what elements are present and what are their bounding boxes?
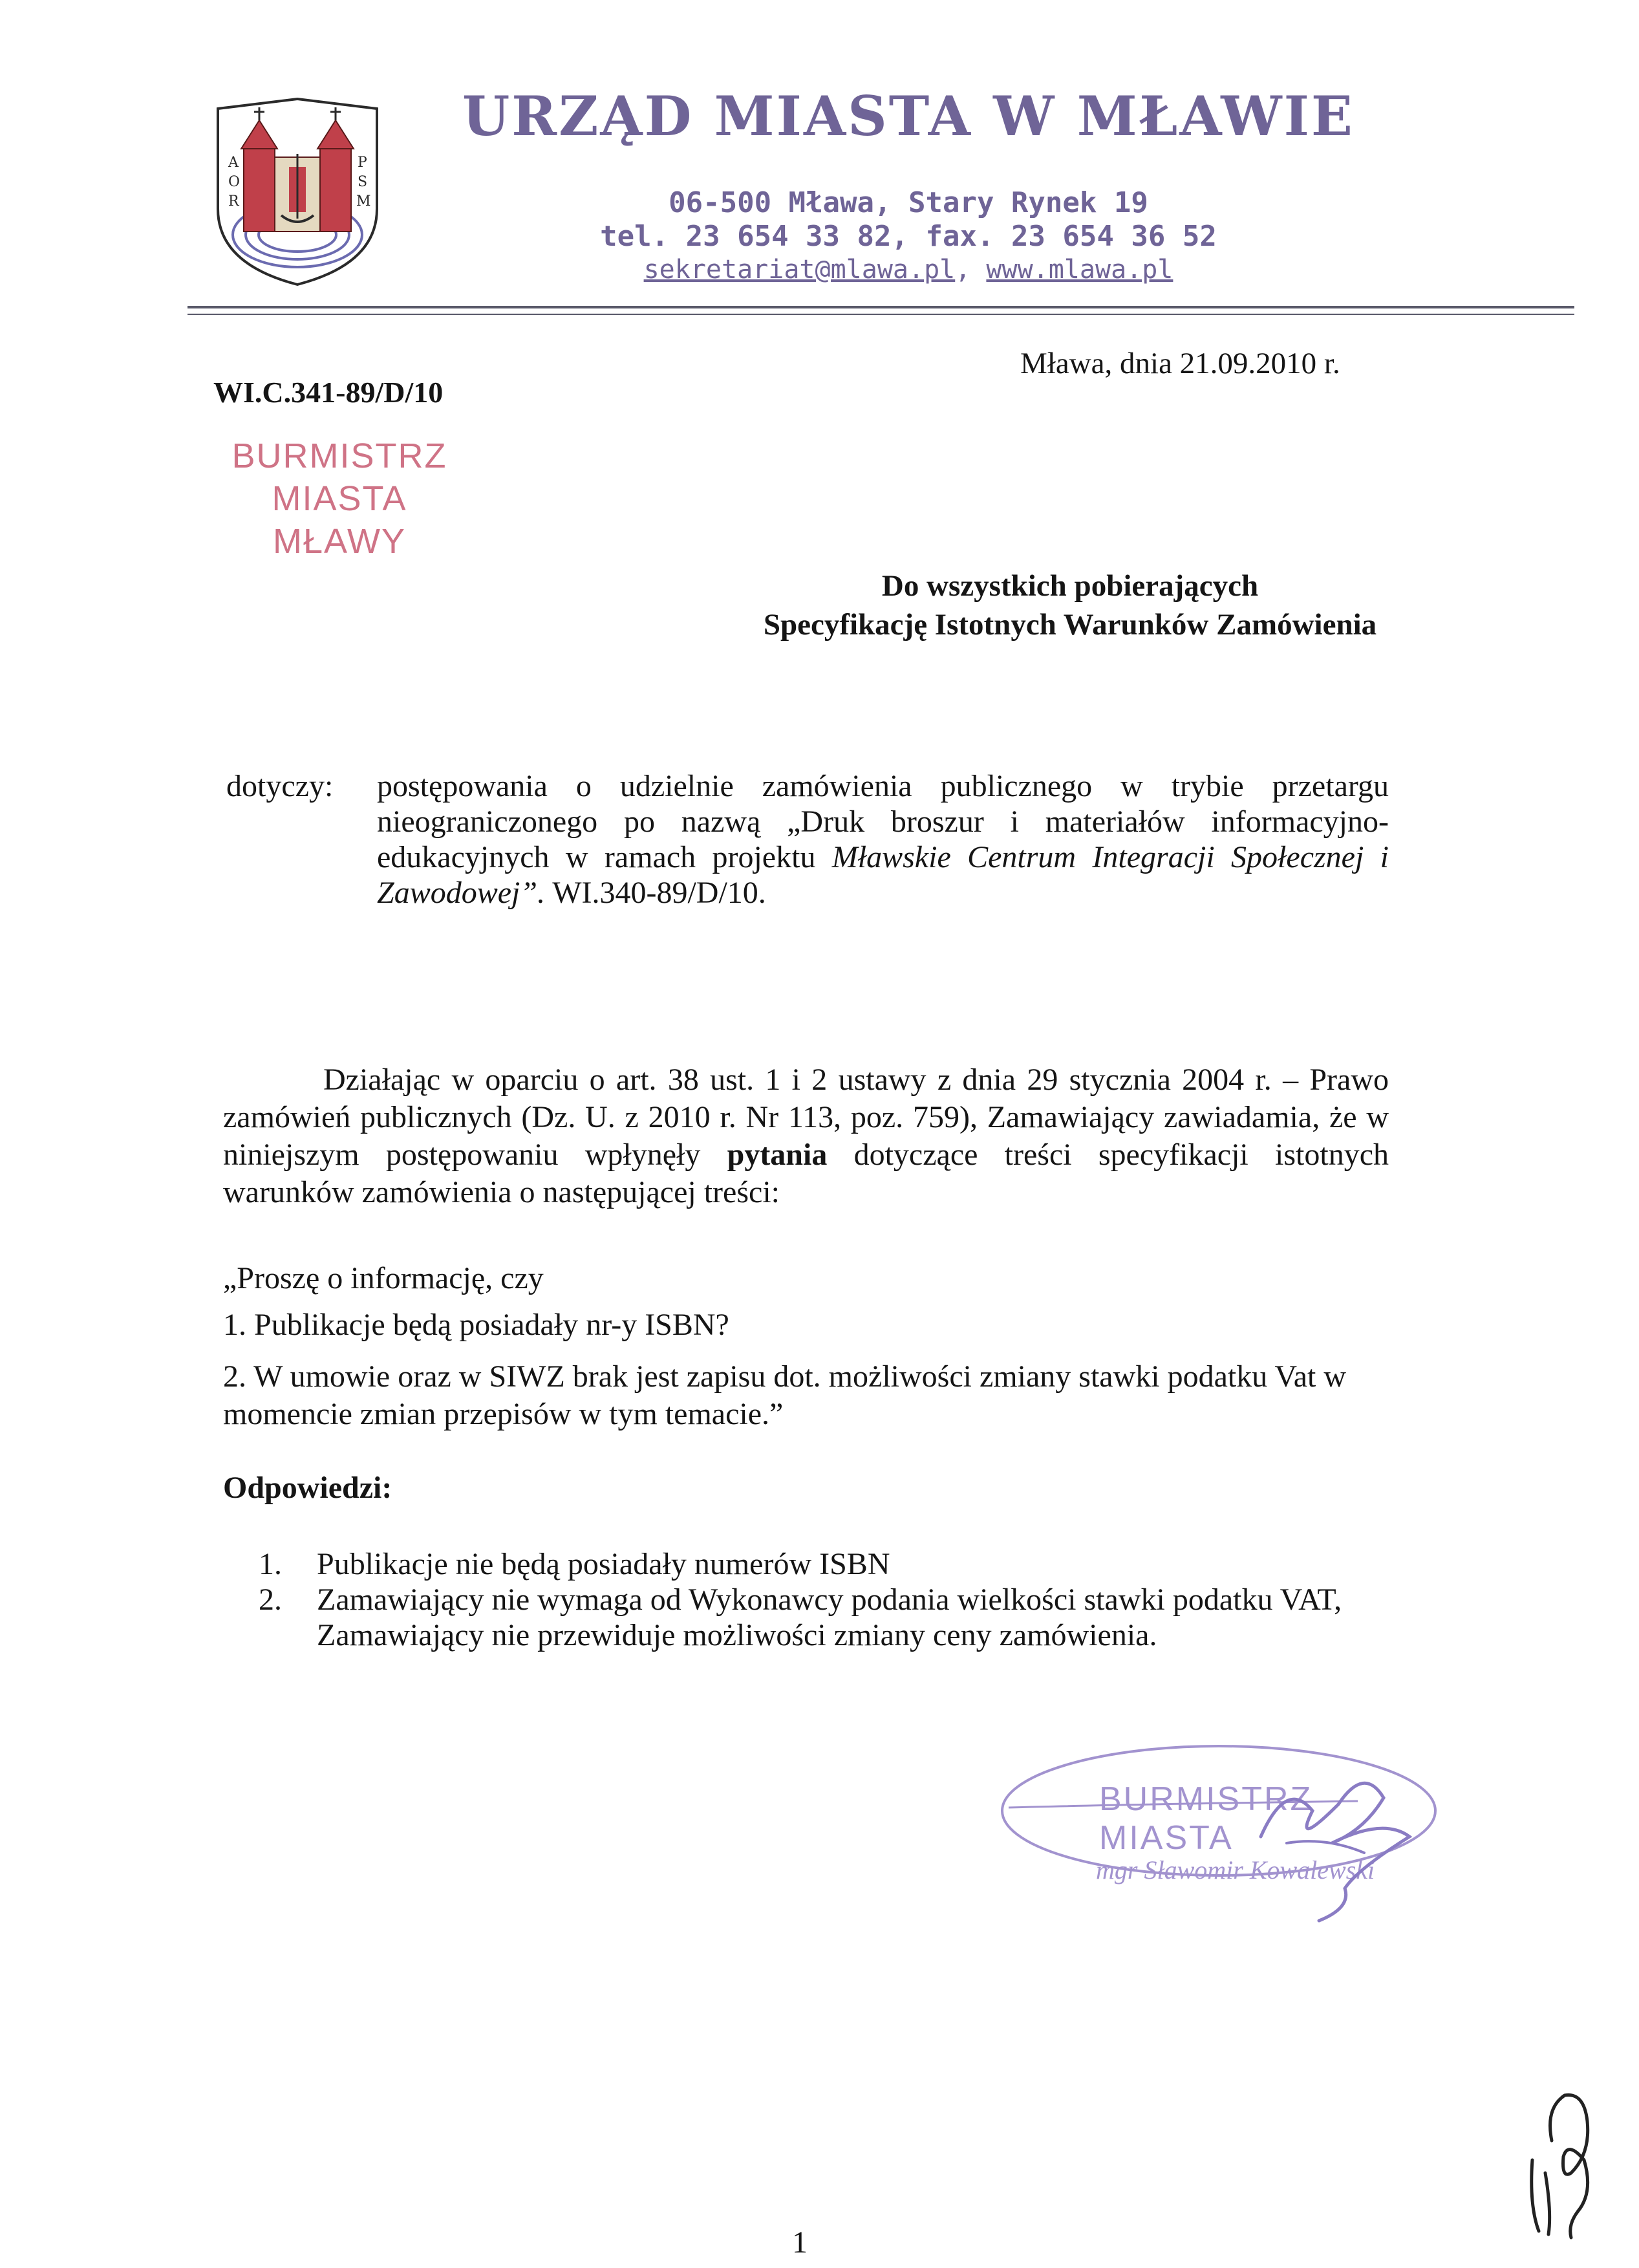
answer-item [259, 1617, 1422, 1654]
question-intro: „Proszę o informację, czy [223, 1261, 544, 1295]
letter-date: Mława, dnia 21.09.2010 r. [1020, 347, 1340, 380]
reference-number: WI.C.341-89/D/10 [213, 376, 444, 409]
website-link[interactable]: www.mlawa.pl [986, 255, 1173, 285]
body-paragraph-part1: Działając w oparciu o art. 38 ust. 1 i 2 ustawy z dnia 29 stycznia 2004 r. – Prawo zamówień publicznych (Dz. U. z 2010 r. Nr 113, poz. 759), Zamawiający zawiadamia, że w niniejszym postępowaniu wpłynęły [223, 1063, 1389, 1172]
subject-text-part2: WI.340-89/D/10. [545, 876, 766, 910]
handwritten-signature [1216, 1740, 1448, 1927]
body-paragraph-part2: dotyczące treści specyfikacji istotnych warunków zamówienia o następującej treści: [223, 1138, 1389, 1209]
mayor-stamp-line2: MIASTA MŁAWY [272, 479, 407, 561]
body-paragraph-bold: pytania [727, 1138, 828, 1172]
addressee-line2: Specyfikację Istotnych Warunków Zamówienia [763, 608, 1377, 642]
letterhead-phone: tel. 23 654 33 82, fax. 23 654 36 52 [600, 220, 1217, 253]
city-coat-of-arms-logo [210, 96, 385, 290]
addressee-line1: Do wszystkich pobierających [881, 569, 1259, 603]
answer-text: Zamawiający nie przewiduje możliwości zmiany ceny zamówienia. [317, 1618, 1157, 1652]
crest-letter-m: M [356, 193, 371, 210]
mayor-stamp-line1: BURMISTRZ [231, 437, 447, 475]
email-link[interactable]: sekretariat@mlawa.pl [643, 255, 956, 285]
addressee [582, 567, 1558, 644]
contact-separator: , [955, 255, 987, 285]
letterhead-address: 06-500 Mława, Stary Rynek 19 [669, 186, 1148, 219]
crest-letter-a: A [228, 155, 239, 171]
letterhead-contact [414, 255, 1403, 285]
question-1: 1. Publikacje będą posiadały nr-y ISBN? [223, 1308, 729, 1342]
signature-stamp-title: BURMISTRZ MIASTA [1099, 1780, 1313, 1857]
crest-letter-s: S [358, 174, 368, 190]
answer-text: Publikacje nie będą posiadały numerów ISBN [317, 1547, 890, 1581]
crest-letter-p: P [358, 155, 367, 171]
question-2: 2. W umowie oraz w SIWZ brak jest zapisu dot. możliwości zmiany stawki podatku Vat w momencie zmian przepisów w tym temacie.” [223, 1359, 1346, 1431]
page-number: 1 [792, 2225, 808, 2260]
mayor-stamp [210, 435, 469, 563]
answer-text: Zamawiający nie wymaga od Wykonawcy podania wielkości stawki podatku VAT, [317, 1582, 1342, 1617]
answer-number: 1. [259, 1547, 282, 1581]
subject-label: dotyczy: [226, 769, 334, 803]
subject-project-name: Mławskie Centrum Integracji Społecznej i Zawodowej”. [377, 840, 1389, 910]
subject-text [377, 768, 1389, 911]
subject-text-part1: postępowania o udzielnie zamówienia publicznego w trybie przetargu nieograniczonego po nazwą „Druk broszur i materiałów informacyjno-edukacyjnych w ramach projektu [377, 769, 1389, 874]
answer-item [259, 1546, 1422, 1583]
letterhead-title: URZĄD MIASTA W MŁAWIE [462, 84, 1355, 148]
crest-letter-r: R [228, 193, 239, 210]
handwritten-initials [1513, 2082, 1603, 2244]
body-paragraph [223, 1061, 1389, 1211]
signature-stamp-name: mgr Sławomir Kowalewski [1096, 1855, 1375, 1885]
letterhead-rule-thick [187, 306, 1574, 308]
answer-item [259, 1581, 1422, 1619]
crest-letter-o: O [228, 174, 241, 190]
letterhead-rule-thin [187, 314, 1574, 315]
answer-number: 2. [259, 1582, 282, 1617]
answers-heading: Odpowiedzi: [223, 1471, 392, 1505]
